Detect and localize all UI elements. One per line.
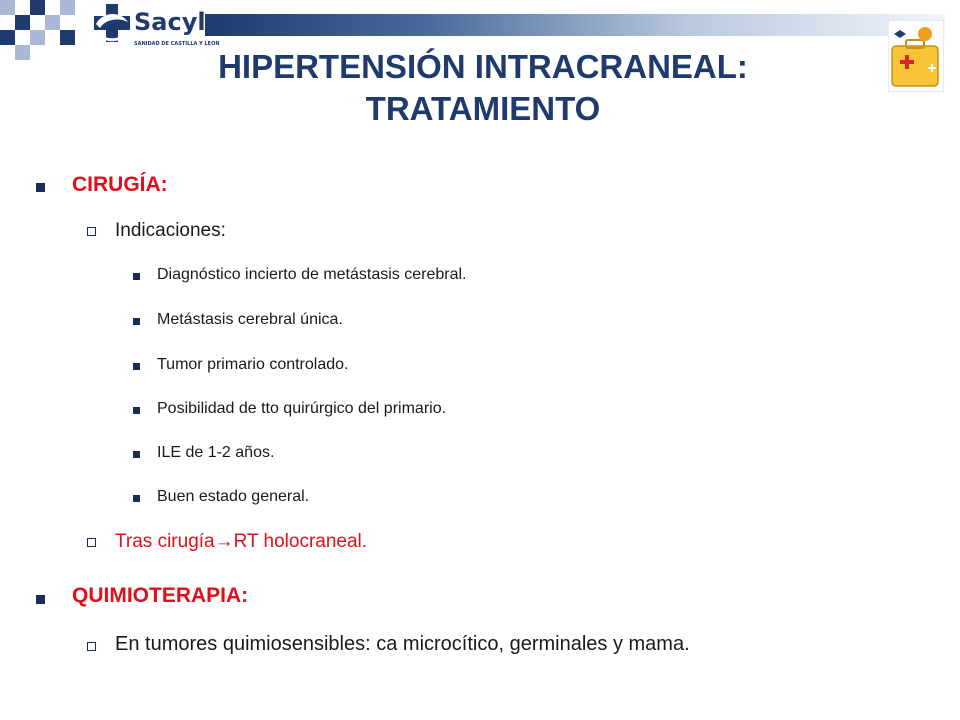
bullet-square-icon (36, 183, 45, 192)
bullet-small-square-icon (133, 318, 140, 325)
post-surgery-note: Tras cirugía→RT holocraneal. (115, 531, 368, 552)
list-item: Tumor primario controlado. (157, 356, 349, 373)
bullet-hollow-square-icon (87, 227, 96, 236)
title-line-2: TRATAMIENTO (365, 90, 601, 127)
bullet-small-square-icon (133, 363, 140, 370)
bullet-square-icon (36, 595, 45, 604)
title-line-1: HIPERTENSIÓN INTRACRANEAL: (218, 48, 748, 85)
bullet-small-square-icon (133, 451, 140, 458)
section-heading-quimioterapia: QUIMIOTERAPIA: (72, 584, 249, 607)
list-item: Diagnóstico incierto de metástasis cerebral. (157, 266, 467, 283)
brand-name: Sacyl (134, 8, 206, 36)
bullet-small-square-icon (133, 495, 140, 502)
list-item: Metástasis cerebral única. (157, 311, 343, 328)
brand-subtitle: SANIDAD DE CASTILLA Y LEON (134, 41, 220, 47)
section-heading-cirugia: CIRUGÍA: (72, 173, 168, 196)
chemo-indication: En tumores quimiosensibles: ca microcítico, germinales y mama. (115, 633, 690, 655)
list-item: ILE de 1-2 años. (157, 444, 275, 461)
bullet-small-square-icon (133, 407, 140, 414)
bullet-hollow-square-icon (87, 642, 96, 651)
bullet-hollow-square-icon (87, 538, 96, 547)
bullet-small-square-icon (133, 273, 140, 280)
list-item: Posibilidad de tto quirúrgico del primario. (157, 400, 447, 417)
indicaciones-label: Indicaciones: (115, 220, 226, 241)
list-item: Buen estado general. (157, 488, 310, 505)
